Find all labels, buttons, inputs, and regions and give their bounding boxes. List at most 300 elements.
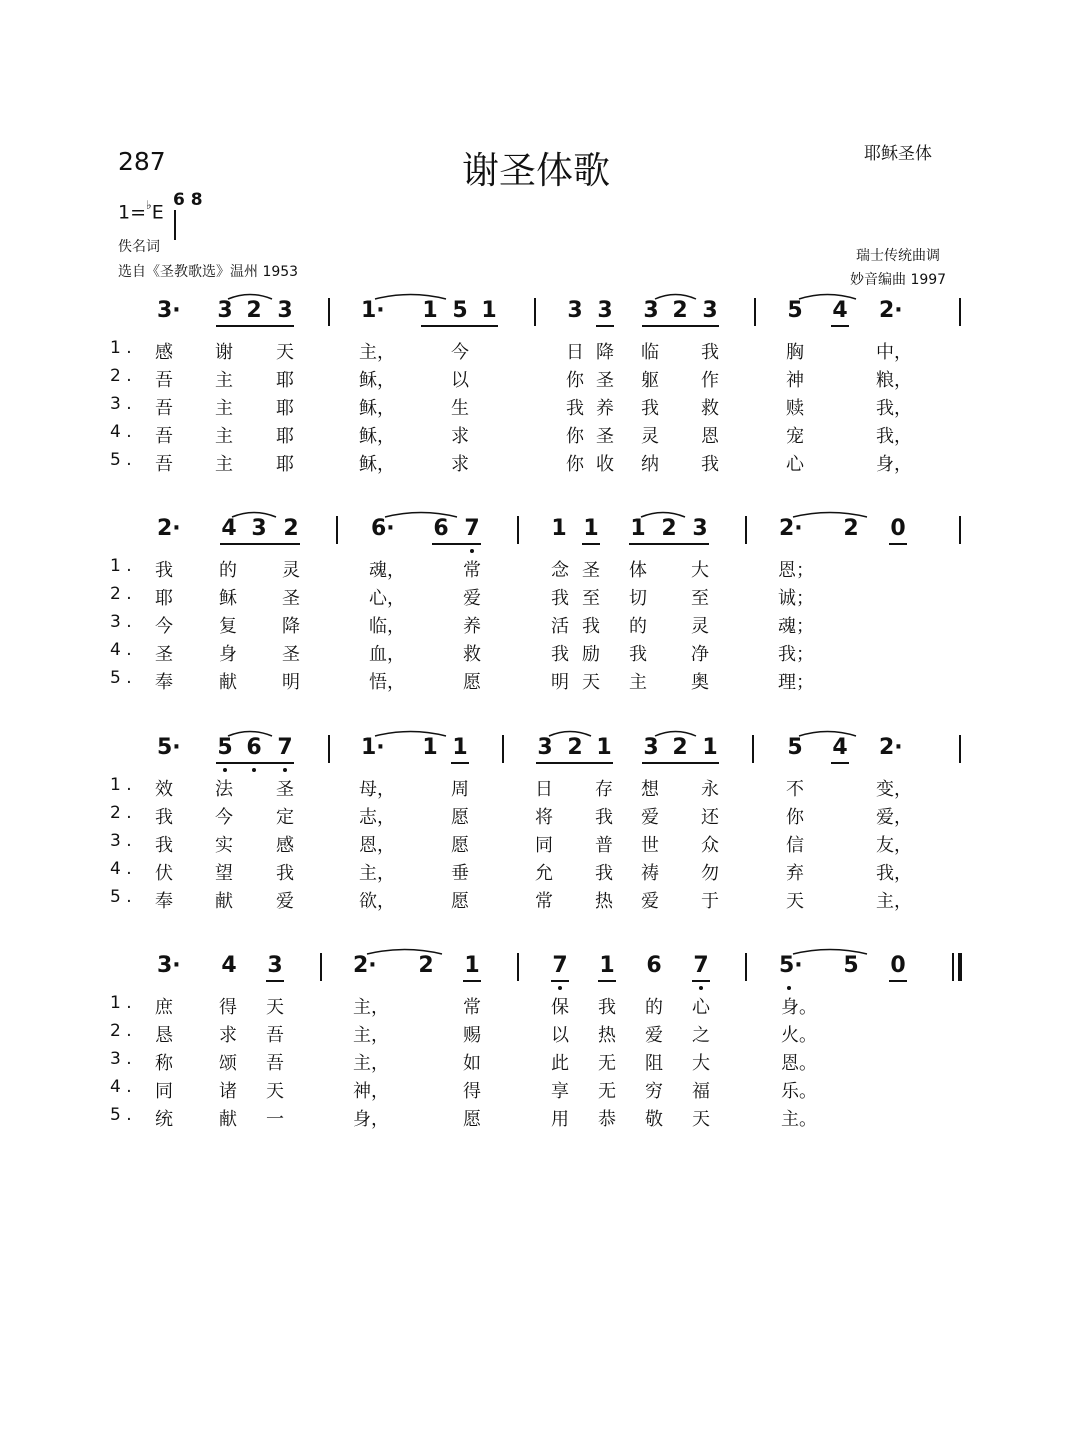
- duration-underline: [642, 325, 719, 327]
- lyric-syllable: 主，: [353, 1025, 389, 1046]
- lyric-syllable: 念: [551, 560, 569, 581]
- lyric-syllable: 的: [629, 616, 647, 637]
- duration-underline: [596, 325, 614, 327]
- note: 1: [599, 953, 615, 978]
- verse-number: 4 .: [110, 422, 132, 442]
- flat-sign: ♭: [146, 198, 152, 212]
- note: 2·: [879, 298, 903, 323]
- duration-underline: [889, 543, 907, 545]
- lyric-syllable: 献: [219, 672, 237, 693]
- lyric-syllable: 日: [535, 779, 553, 800]
- lyric-syllable: 心: [786, 454, 804, 475]
- note: 2: [672, 298, 688, 323]
- lyric-syllable: 身。: [781, 997, 817, 1018]
- category-label: 耶稣圣体: [864, 144, 932, 164]
- lyric-syllable: 赐: [463, 1025, 481, 1046]
- lyric-syllable: 主，: [353, 997, 389, 1018]
- lyric-syllable: 得: [463, 1081, 481, 1102]
- barline: [328, 735, 330, 763]
- lyric-syllable: 你: [566, 370, 584, 391]
- lyric-syllable: 切: [629, 588, 647, 609]
- verse-number: 5 .: [110, 887, 132, 907]
- lower-octave-dot: [558, 986, 562, 990]
- lyric-syllable: 不: [786, 779, 804, 800]
- lyric-syllable: 生: [451, 398, 469, 419]
- note: 6: [433, 516, 449, 541]
- lyric-syllable: 允: [535, 863, 553, 884]
- lyric-syllable: 恳: [155, 1025, 173, 1046]
- lyric-syllable: 吾: [266, 1025, 284, 1046]
- lyric-syllable: 今: [155, 616, 173, 637]
- lyric-syllable: 求: [219, 1025, 237, 1046]
- duration-underline: [642, 762, 719, 764]
- time-divider: [174, 210, 176, 240]
- time-top: 6: [173, 190, 185, 210]
- lyric-syllable: 至: [691, 588, 709, 609]
- lyric-syllable: 保: [551, 997, 569, 1018]
- lyric-syllable: 于: [701, 891, 719, 912]
- lyric-syllable: 的: [645, 997, 663, 1018]
- lyric-syllable: 将: [535, 807, 553, 828]
- lyric-syllable: 救: [701, 398, 719, 419]
- verse-number: 1 .: [110, 338, 132, 358]
- lyric-syllable: 常: [463, 560, 481, 581]
- note: 5·: [157, 735, 181, 760]
- note: 2: [283, 516, 299, 541]
- lyric-syllable: 以: [551, 1025, 569, 1046]
- barline: [502, 735, 504, 763]
- lyric-syllable: 我: [551, 644, 569, 665]
- lyric-syllable: 耶: [276, 398, 294, 419]
- final-barline: [952, 953, 954, 981]
- lyric-syllable: 耶: [276, 370, 294, 391]
- lyric-syllable: 望: [215, 863, 233, 884]
- lyric-syllable: 献: [219, 1109, 237, 1130]
- lyric-syllable: 降: [596, 342, 614, 363]
- barline: [752, 735, 754, 763]
- lyric-syllable: 灵: [282, 560, 300, 581]
- lyric-syllable: 粮，: [876, 370, 912, 391]
- note: 1: [702, 735, 718, 760]
- note: 1: [551, 516, 567, 541]
- lyric-syllable: 爱: [463, 588, 481, 609]
- note: 5: [787, 298, 803, 323]
- lyric-syllable: 我，: [876, 398, 912, 419]
- barline: [517, 516, 519, 544]
- barline: [320, 953, 322, 981]
- note: 3: [597, 298, 613, 323]
- lyric-syllable: 活: [551, 616, 569, 637]
- lyric-syllable: 主，: [353, 1053, 389, 1074]
- note: 1·: [361, 298, 385, 323]
- verse-number: 3 .: [110, 394, 132, 414]
- lyric-syllable: 享: [551, 1081, 569, 1102]
- barline: [328, 298, 330, 326]
- lyric-syllable: 愿: [451, 835, 469, 856]
- note: 1: [452, 735, 468, 760]
- lyric-syllable: 效: [155, 779, 173, 800]
- duration-underline: [831, 325, 849, 327]
- lyric-syllable: 奉: [155, 672, 173, 693]
- verse-number: 3 .: [110, 612, 132, 632]
- lyric-syllable: 耶: [276, 454, 294, 475]
- lyric-syllable: 实: [215, 835, 233, 856]
- lyric-syllable: 降: [282, 616, 300, 637]
- lyric-syllable: 血，: [369, 644, 405, 665]
- lyric-syllable: 普: [595, 835, 613, 856]
- lyric-syllable: 母，: [359, 779, 395, 800]
- note: 1: [481, 298, 497, 323]
- lyric-syllable: 恩；: [778, 560, 814, 581]
- time-signature: [173, 190, 203, 210]
- verse-number: 5 .: [110, 668, 132, 688]
- lyric-syllable: 宠: [786, 426, 804, 447]
- note: 4: [221, 516, 237, 541]
- lyric-syllable: 神，: [353, 1081, 389, 1102]
- lyric-syllable: 主: [215, 398, 233, 419]
- lyric-syllable: 此: [551, 1053, 569, 1074]
- lyric-syllable: 求: [451, 426, 469, 447]
- lyric-syllable: 穷: [645, 1081, 663, 1102]
- lyric-syllable: 恩: [701, 426, 719, 447]
- verse-number: 3 .: [110, 831, 132, 851]
- duration-underline: [831, 762, 849, 764]
- barline: [517, 953, 519, 981]
- note: 7: [277, 735, 293, 760]
- note: 3·: [157, 953, 181, 978]
- duration-underline: [432, 543, 481, 545]
- barline: [745, 516, 747, 544]
- lyric-syllable: 统: [155, 1109, 173, 1130]
- lyric-syllable: 用: [551, 1109, 569, 1130]
- barline: [336, 516, 338, 544]
- lyric-syllable: 无: [598, 1081, 616, 1102]
- lyric-syllable: 主: [215, 454, 233, 475]
- lower-octave-dot: [470, 549, 474, 553]
- lyric-syllable: 欲，: [359, 891, 395, 912]
- barline: [959, 298, 961, 326]
- duration-underline: [216, 762, 294, 764]
- lyric-syllable: 你: [566, 454, 584, 475]
- lyric-syllable: 伏: [155, 863, 173, 884]
- verse-number: 5 .: [110, 450, 132, 470]
- barline: [534, 298, 536, 326]
- note: 2: [418, 953, 434, 978]
- duration-underline: [889, 980, 907, 982]
- lyric-syllable: 爱: [645, 1025, 663, 1046]
- lyric-syllable: 圣: [282, 588, 300, 609]
- time-bottom: 8: [190, 190, 203, 210]
- lyric-syllable: 恭: [598, 1109, 616, 1130]
- lyric-syllable: 常: [463, 997, 481, 1018]
- lyric-syllable: 明: [551, 672, 569, 693]
- lyric-syllable: 奥: [691, 672, 709, 693]
- lyric-syllable: 吾: [155, 398, 173, 419]
- lyric-syllable: 圣: [596, 370, 614, 391]
- lyric-syllable: 养: [463, 616, 481, 637]
- note: 2·: [353, 953, 377, 978]
- lyric-syllable: 吾: [155, 370, 173, 391]
- music-system: [0, 727, 1072, 912]
- lyric-syllable: 作: [701, 370, 719, 391]
- lyric-syllable: 变，: [876, 779, 912, 800]
- lyric-syllable: 诸: [219, 1081, 237, 1102]
- lyric-syllable: 我，: [876, 426, 912, 447]
- duration-underline: [582, 543, 600, 545]
- lyric-syllable: 主: [215, 426, 233, 447]
- lyric-syllable: 一: [266, 1109, 284, 1130]
- lyric-syllable: 友，: [876, 835, 912, 856]
- lyric-syllable: 稣，: [359, 398, 395, 419]
- verse-number: 4 .: [110, 859, 132, 879]
- lyric-syllable: 常: [535, 891, 553, 912]
- lyric-syllable: 恩。: [781, 1053, 817, 1074]
- music-system: [0, 945, 1072, 1130]
- lyric-syllable: 我: [155, 807, 173, 828]
- lyric-syllable: 我，: [876, 863, 912, 884]
- lyric-syllable: 灵: [691, 616, 709, 637]
- lyric-syllable: 天: [266, 1081, 284, 1102]
- note: 2: [661, 516, 677, 541]
- note: 1: [422, 298, 438, 323]
- note: 3: [267, 953, 283, 978]
- lyric-syllable: 想: [641, 779, 659, 800]
- lyric-syllable: 天: [276, 342, 294, 363]
- lyric-syllable: 励: [582, 644, 600, 665]
- lower-octave-dot: [699, 986, 703, 990]
- lyric-syllable: 敬: [645, 1109, 663, 1130]
- lower-octave-dot: [252, 768, 256, 772]
- lyric-syllable: 明: [282, 672, 300, 693]
- lyric-syllable: 稣: [219, 588, 237, 609]
- lyric-syllable: 悟，: [369, 672, 405, 693]
- note: 2·: [157, 516, 181, 541]
- note: 3: [537, 735, 553, 760]
- lyric-syllable: 主: [629, 672, 647, 693]
- lyric-syllable: 如: [463, 1053, 481, 1074]
- note: 1: [583, 516, 599, 541]
- lyric-syllable: 吾: [266, 1053, 284, 1074]
- lyric-syllable: 圣: [276, 779, 294, 800]
- lyric-syllable: 爱: [276, 891, 294, 912]
- note: 2: [567, 735, 583, 760]
- lyric-syllable: 体: [629, 560, 647, 581]
- note: 1: [464, 953, 480, 978]
- lower-octave-dot: [223, 768, 227, 772]
- duration-underline: [421, 325, 498, 327]
- hymn-number: 287: [118, 147, 166, 176]
- lyric-syllable: 我: [551, 588, 569, 609]
- lyric-syllable: 求: [451, 454, 469, 475]
- lyric-syllable: 中，: [876, 342, 912, 363]
- lyric-syllable: 我；: [778, 644, 814, 665]
- key-prefix: 1=: [118, 201, 147, 224]
- lyric-syllable: 灵: [641, 426, 659, 447]
- note: 2·: [779, 516, 803, 541]
- lyric-syllable: 心，: [369, 588, 405, 609]
- lyric-syllable: 火。: [781, 1025, 817, 1046]
- note: 0: [890, 516, 906, 541]
- lyric-syllable: 主: [215, 370, 233, 391]
- lyric-syllable: 存: [595, 779, 613, 800]
- lyric-syllable: 得: [219, 997, 237, 1018]
- lyric-syllable: 耶: [276, 426, 294, 447]
- lyric-syllable: 纳: [641, 454, 659, 475]
- barline: [754, 298, 756, 326]
- lyric-syllable: 我: [276, 863, 294, 884]
- note: 7: [552, 953, 568, 978]
- lyric-syllable: 临，: [369, 616, 405, 637]
- note: 2: [672, 735, 688, 760]
- lyric-syllable: 吾: [155, 426, 173, 447]
- note: 3: [643, 298, 659, 323]
- lyric-syllable: 我: [595, 807, 613, 828]
- lyric-syllable: 神: [786, 370, 804, 391]
- lower-octave-dot: [787, 986, 791, 990]
- verse-number: 2 .: [110, 1021, 132, 1041]
- note: 7: [693, 953, 709, 978]
- lyric-syllable: 今: [215, 807, 233, 828]
- note: 1·: [361, 735, 385, 760]
- lyric-syllable: 同: [535, 835, 553, 856]
- note: 4: [832, 298, 848, 323]
- music-system: [0, 290, 1072, 475]
- lyric-syllable: 理；: [778, 672, 814, 693]
- music-system: [0, 508, 1072, 693]
- duration-underline: [551, 980, 569, 982]
- tune-credit: 瑞士传统曲调: [856, 248, 940, 264]
- lyric-syllable: 净: [691, 644, 709, 665]
- lyric-syllable: 魂，: [369, 560, 405, 581]
- lyric-syllable: 吾: [155, 454, 173, 475]
- lyric-syllable: 赎: [786, 398, 804, 419]
- lyric-syllable: 热: [595, 891, 613, 912]
- note: 6: [646, 953, 662, 978]
- note: 3: [277, 298, 293, 323]
- key-signature: [118, 200, 164, 223]
- lyric-syllable: 献: [215, 891, 233, 912]
- lyric-syllable: 感: [155, 342, 173, 363]
- note: 5: [787, 735, 803, 760]
- lyric-syllable: 垂: [451, 863, 469, 884]
- lyric-syllable: 祷: [641, 863, 659, 884]
- lyric-syllable: 我: [701, 342, 719, 363]
- lyric-syllable: 以: [451, 370, 469, 391]
- note: 5: [452, 298, 468, 323]
- lyric-syllable: 稣，: [359, 370, 395, 391]
- lyric-syllable: 躯: [641, 370, 659, 391]
- song-title: 谢圣体歌: [462, 149, 610, 192]
- lyric-syllable: 阻: [645, 1053, 663, 1074]
- lyric-syllable: 周: [451, 779, 469, 800]
- lyric-syllable: 耶: [155, 588, 173, 609]
- lyric-syllable: 天: [692, 1109, 710, 1130]
- note: 3: [217, 298, 233, 323]
- note: 0: [890, 953, 906, 978]
- lyric-syllable: 法: [215, 779, 233, 800]
- lyric-syllable: 爱: [641, 807, 659, 828]
- lyric-syllable: 感: [276, 835, 294, 856]
- note: 1: [422, 735, 438, 760]
- lyric-syllable: 主。: [781, 1109, 817, 1130]
- lyric-syllable: 大: [691, 560, 709, 581]
- verse-number: 4 .: [110, 1077, 132, 1097]
- lyric-syllable: 热: [598, 1025, 616, 1046]
- barline: [959, 735, 961, 763]
- lyric-syllable: 我: [595, 863, 613, 884]
- note: 7: [464, 516, 480, 541]
- lyric-syllable: 稣，: [359, 454, 395, 475]
- lyric-syllable: 你: [786, 807, 804, 828]
- lyric-syllable: 弃: [786, 863, 804, 884]
- lyric-syllable: 圣: [155, 644, 173, 665]
- barline: [959, 516, 961, 544]
- lyric-syllable: 身: [219, 644, 237, 665]
- lyric-syllable: 大: [692, 1053, 710, 1074]
- lyric-syllable: 我: [598, 997, 616, 1018]
- lyric-syllable: 我: [566, 398, 584, 419]
- lyric-syllable: 圣: [582, 560, 600, 581]
- lyric-syllable: 称: [155, 1053, 173, 1074]
- lyric-syllable: 之: [692, 1025, 710, 1046]
- verse-number: 4 .: [110, 640, 132, 660]
- lyric-syllable: 众: [701, 835, 719, 856]
- duration-underline: [598, 980, 616, 982]
- lyric-syllable: 身，: [353, 1109, 389, 1130]
- note: 3: [692, 516, 708, 541]
- note: 6·: [371, 516, 395, 541]
- note: 4: [221, 953, 237, 978]
- duration-underline: [536, 762, 613, 764]
- lyric-syllable: 魂；: [778, 616, 814, 637]
- lyric-syllable: 我: [701, 454, 719, 475]
- lyric-syllable: 我: [155, 560, 173, 581]
- lyric-syllable: 天: [786, 891, 804, 912]
- source-credit: 选自《圣教歌选》温州 1953: [118, 264, 299, 280]
- lyric-syllable: 我: [629, 644, 647, 665]
- lyric-syllable: 奉: [155, 891, 173, 912]
- duration-underline: [463, 980, 481, 982]
- note: 5·: [779, 953, 803, 978]
- duration-underline: [216, 325, 294, 327]
- verse-number: 1 .: [110, 775, 132, 795]
- note: 4: [832, 735, 848, 760]
- note: 1: [630, 516, 646, 541]
- note: 3: [251, 516, 267, 541]
- lyric-syllable: 恩，: [359, 835, 395, 856]
- duration-underline: [220, 543, 300, 545]
- lyric-syllable: 圣: [282, 644, 300, 665]
- lyric-syllable: 爱，: [876, 807, 912, 828]
- note: 3: [567, 298, 583, 323]
- lyric-syllable: 我: [582, 616, 600, 637]
- lyric-syllable: 救: [463, 644, 481, 665]
- note: 3: [702, 298, 718, 323]
- verse-number: 1 .: [110, 993, 132, 1013]
- lyric-syllable: 诚；: [778, 588, 814, 609]
- note: 3·: [157, 298, 181, 323]
- lyric-syllable: 乐。: [781, 1081, 817, 1102]
- lyric-syllable: 收: [596, 454, 614, 475]
- barline: [745, 953, 747, 981]
- lower-octave-dot: [283, 768, 287, 772]
- lyric-syllable: 至: [582, 588, 600, 609]
- note: 3: [643, 735, 659, 760]
- duration-underline: [451, 762, 469, 764]
- lyric-syllable: 你: [566, 426, 584, 447]
- note: 2: [246, 298, 262, 323]
- lyric-syllable: 圣: [596, 426, 614, 447]
